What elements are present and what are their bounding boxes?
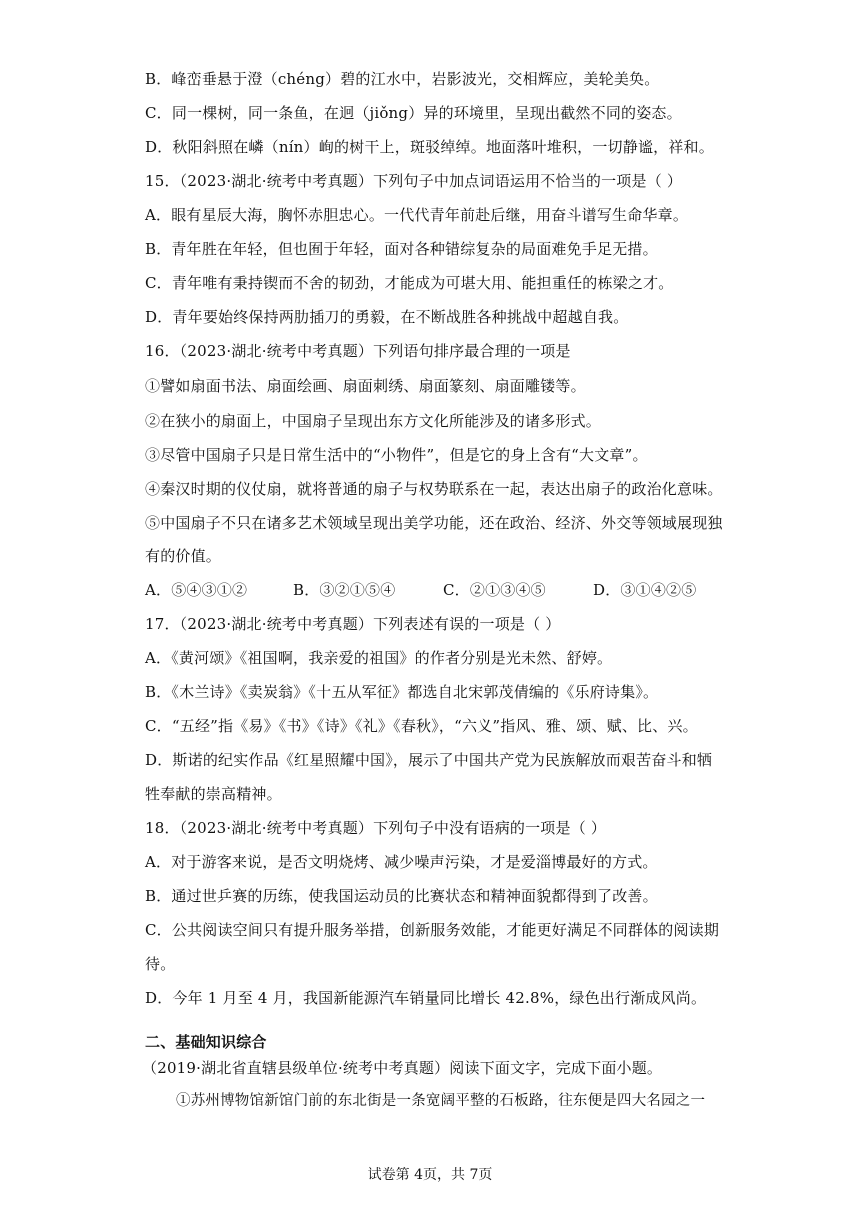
q18-stem: 18．（2023·湖北·统考中考真题）下列句子中没有语病的一项是（ ）: [145, 819, 607, 837]
passage-line-1: ①苏州博物馆新馆门前的东北街是一条宽阔平整的石板路，往东便是四大名园之一: [176, 1093, 706, 1109]
q17-stem: 17．（2023·湖北·统考中考真题）下列表述有误的一项是（ ）: [145, 615, 561, 633]
q15-option-c: C．青年唯有秉持锲而不舍的韧劲，才能成为可堪大用、能担重任的栋梁之才。: [145, 274, 674, 292]
q18-option-a: A．对于游客来说，是否文明烧烤、减少噪声污染，才是爱淄博最好的方式。: [145, 853, 658, 871]
q16-sentence-1: ①譬如扇面书法、扇面绘画、扇面刺绣、扇面篆刻、扇面雕镂等。: [145, 377, 586, 395]
q18-option-d: D．今年 1 月至 4 月，我国新能源汽车销量同比增长 42.8%，绿色出行渐成风尚。: [145, 989, 707, 1007]
page-footer: 试卷第 4页，共 7页: [367, 1167, 493, 1183]
q17-option-c: C．“五经”指《易》《书》《诗》《礼》《春秋》，“六义”指风、雅、颂、赋、比、兴。: [145, 717, 698, 735]
q16-stem: 16．（2023·湖北·统考中考真题）下列语句排序最合理的一项是: [145, 342, 571, 360]
q14-option-d: D．秋阳斜照在嶙（nín）峋的树干上，斑驳绰绰。地面落叶堆积，一切静谧，祥和。: [145, 138, 714, 156]
q14-option-b: B．峰峦垂悬于澄（chéng）碧的江水中，岩影波光，交相辉应，美轮美奂。: [145, 70, 660, 88]
q15-stem: 15．（2023·湖北·统考中考真题）下列句子中加点词语运用不恰当的一项是（ ）: [145, 172, 683, 190]
q16-sentence-2: ②在狭小的扇面上，中国扇子呈现出东方文化所能涉及的诸多形式。: [145, 412, 602, 430]
q17-option-a: A．《黄河颂》《祖国啊，我亲爱的祖国》的作者分别是光未然、舒婷。: [145, 649, 613, 667]
q18-option-c-cont: 待。: [145, 955, 176, 973]
q17-option-d-cont: 牲奉献的崇高精神。: [145, 785, 282, 803]
q15-option-d: D．青年要始终保持两肋插刀的勇毅，在不断战胜各种挑战中超越自我。: [145, 308, 629, 326]
q17-option-d: D．斯诺的纪实作品《红星照耀中国》，展示了中国共产党为民族解放而艰苦奋斗和牺: [145, 751, 713, 769]
q15-option-a: A．眼有星辰大海，胸怀赤胆忠心。一代代青年前赴后继，用奋斗谱写生命华章。: [145, 206, 689, 224]
q16-option-d: D．③①④②⑤: [593, 581, 697, 599]
q16-sentence-5-cont: 有的价值。: [145, 547, 222, 565]
q16-sentence-4: ④秦汉时期的仪仗扇，就将普通的扇子与权势联系在一起，表达出扇子的政治化意味。: [145, 480, 723, 498]
section-title: 二、基础知识综合: [145, 1033, 267, 1051]
q17-option-b: B．《木兰诗》《卖炭翁》《十五从军征》都选自北宋郭茂倩编的《乐府诗集》。: [145, 683, 659, 701]
q15-option-b: B．青年胜在年轻，但也囿于年轻，面对各种错综复杂的局面难免手足无措。: [145, 240, 658, 258]
q16-sentence-5: ⑤中国扇子不只在诸多艺术领域呈现出美学功能，还在政治、经济、外交等领域展现独: [145, 514, 723, 532]
q16-option-a: A．⑤④③①②: [145, 581, 248, 599]
q16-option-c: C．②①③④⑤: [443, 581, 546, 599]
q16-option-b: B．③②①⑤④: [293, 581, 396, 599]
q14-option-c: C．同一棵树，同一条鱼，在迥（jiǒng）异的环境里，呈现出截然不同的姿态。: [145, 104, 682, 122]
passage-source: （2019·湖北省直辖县级单位·统考中考真题）阅读下面文字，完成下面小题。: [142, 1059, 663, 1077]
q18-option-c: C．公共阅读空间只有提升服务举措，创新服务效能，才能更好满足不同群体的阅读期: [145, 921, 720, 939]
q18-option-b: B．通过世乒赛的历练，使我国运动员的比赛状态和精神面貌都得到了改善。: [145, 887, 658, 905]
q16-sentence-3: ③尽管中国扇子只是日常生活中的“小物件”，但是它的身上含有“大文章”。: [145, 446, 648, 464]
